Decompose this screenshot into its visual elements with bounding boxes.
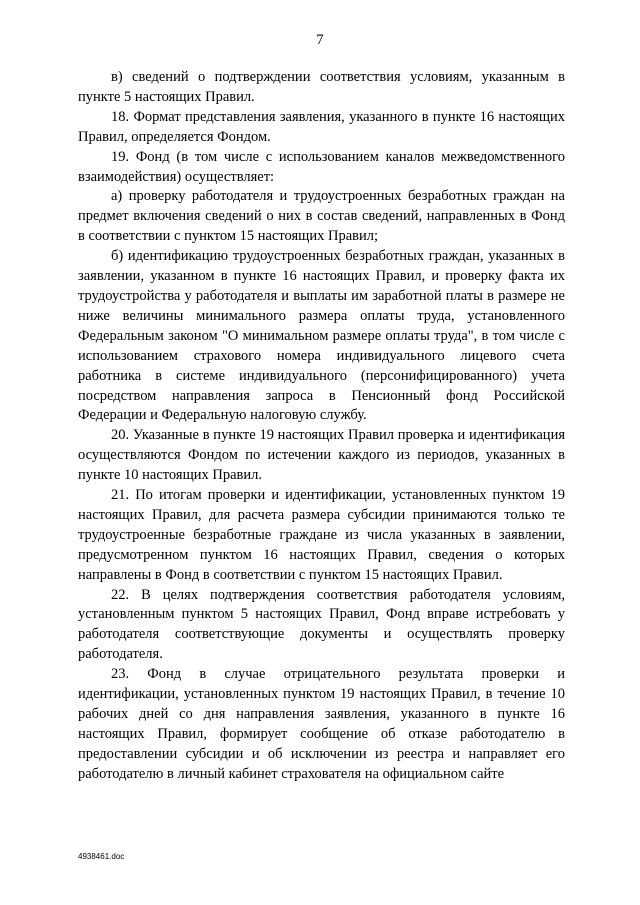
page-number: 7 <box>316 32 324 48</box>
paragraph-20: 20. Указанные в пункте 19 настоящих Правил проверка и идентификация осуществляются Фондом по истечении каждого из периодов, указанных в пункте 10 настоящих Правил. <box>78 427 565 484</box>
paragraph-22: 22. В целях подтверждения соответствия работодателя условиям, установленным пунктом 5 настоящих Правил, Фонд вправе истребовать у работодателя соответствующие документы и осуществлять проверку работодателя. <box>78 586 565 663</box>
file-name-footer: 4938461.doc <box>78 852 125 861</box>
paragraph-18: 18. Формат представления заявления, указанного в пункте 16 настоящих Правил, определяется Фондом. <box>78 108 565 145</box>
paragraph-19-b: б) идентификацию трудоустроенных безработных граждан, указанных в заявлении, указанном в пункте 16 настоящих Правил, и проверку факта их трудоустройства у работодателя и выплаты им заработной платы в размере не ниже величины минимального размера оплаты труда, установленного Федеральным законом "О минимальном размере оплаты труда", в том числе с использованием страхового номера индивидуального лицевого счета работника в системе индивидуального (персонифицированного) учета посредством направления запроса в Пенсионный фонд Российской Федерации и Федеральную налоговую службу. <box>78 248 565 424</box>
paragraph-19-a: а) проверку работодателя и трудоустроенных безработных граждан на предмет включения сведений о них в состав сведений, направленных в Фонд в соответствии с пунктом 15 настоящих Правил; <box>78 188 565 245</box>
document-body <box>78 68 565 785</box>
paragraph-23: 23. Фонд в случае отрицательного результата проверки и идентификации, установленных пунктом 19 настоящих Правил, в течение 10 рабочих дней со дня направления заявления, указанного в пункте 16 настоящих Правил, формирует сообщение об отказе работодателю в предоставлении субсидии и об исключении из реестра и направляет его работодателю в личный кабинет страхователя на официальном сайте <box>78 666 565 782</box>
paragraph-19: 19. Фонд (в том числе с использованием каналов межведомственного взаимодействия) осуществляет: <box>78 148 565 185</box>
paragraph-21: 21. По итогам проверки и идентификации, установленных пунктом 19 настоящих Правил, для расчета размера субсидии принимаются только те трудоустроенные безработные граждане из числа указанных в заявлении, предусмотренном пунктом 16 настоящих Правил, сведения о которых направлены в Фонд в соответствии с пунктом 15 настоящих Правил. <box>78 487 565 583</box>
paragraph-v: в) сведений о подтверждении соответствия условиям, указанным в пункте 5 настоящих Правил. <box>78 69 565 105</box>
